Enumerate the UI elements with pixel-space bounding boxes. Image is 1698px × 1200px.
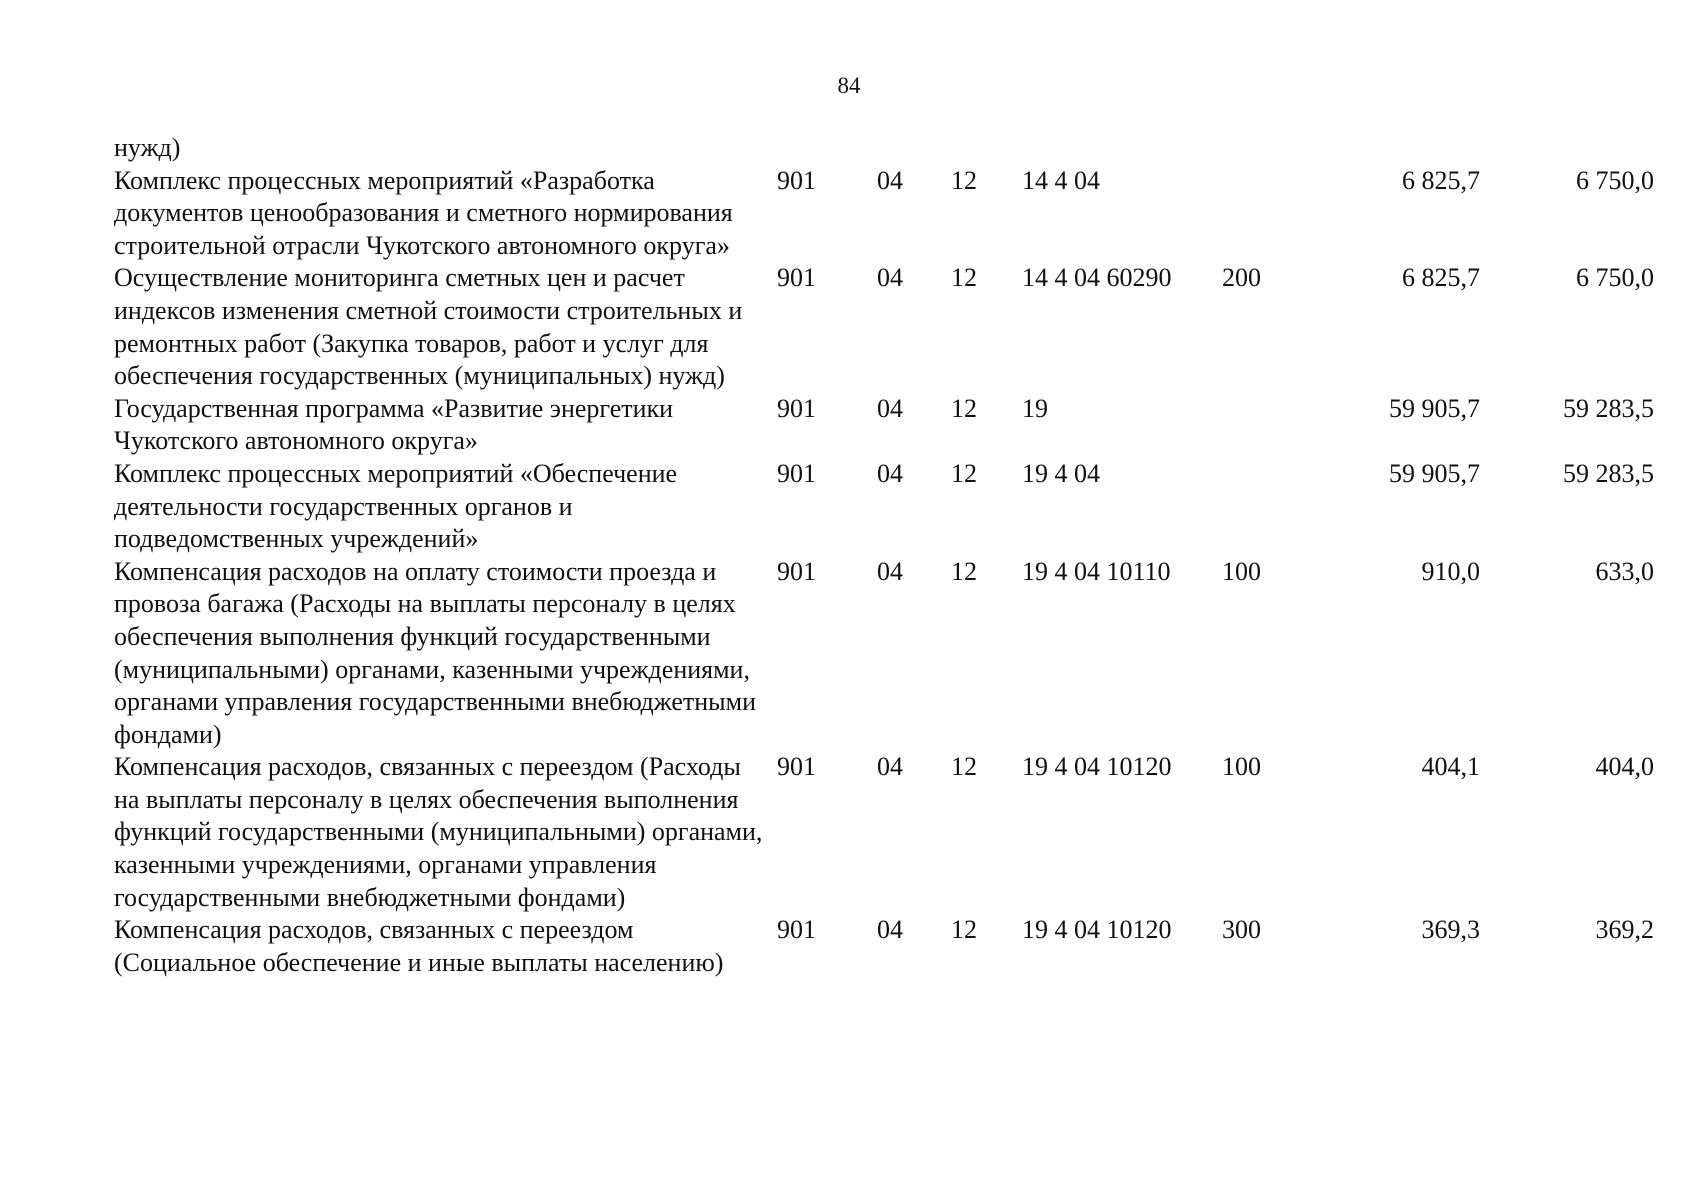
budget-table <box>114 132 1654 979</box>
row-value-1: 369,3 <box>1421 915 1480 945</box>
row-name: Компенсация расходов, связанных с переездом (Расходы на выплаты персоналу в целях обеспечения выполнения функций государственными (муниципальными) органами, казенными учреждениями, органами управления государственными внебюджетными фондами) <box>114 752 763 912</box>
row-section: 04 <box>877 393 903 423</box>
row-value-1: 6 825,7 <box>1402 165 1480 195</box>
row-org-code: 901 <box>777 393 816 423</box>
row-name: Компенсация расходов, связанных с переездом (Социальное обеспечение и иные выплаты населению) <box>114 915 724 977</box>
row-value-2: 6 750,0 <box>1576 165 1654 195</box>
row-subsection: 12 <box>951 165 977 195</box>
row-expense-type: 200 <box>1222 263 1261 293</box>
row-value-2: 369,2 <box>1595 915 1654 945</box>
row-subsection: 12 <box>951 752 977 782</box>
row-org-code: 901 <box>777 752 816 782</box>
row-value-1: 910,0 <box>1421 556 1480 586</box>
row-subsection: 12 <box>951 458 977 488</box>
row-value-2: 6 750,0 <box>1576 263 1654 293</box>
row-value-1: 404,1 <box>1421 752 1480 782</box>
row-name: Комплекс процессных мероприятий «Обеспечение деятельности государственных органов и подведомственных учреждений» <box>114 458 678 554</box>
table-row <box>114 393 1654 458</box>
row-org-code: 901 <box>777 458 816 488</box>
row-target-article: 14 4 04 <box>1022 165 1100 195</box>
row-name: Осуществление мониторинга сметных цен и расчет индексов изменения сметной стоимости строительных и ремонтных работ (Закупка товаров, работ и услуг для обеспечения государственных (муниципальных) нужд) <box>114 263 743 391</box>
row-value-2: 404,0 <box>1595 752 1654 782</box>
row-name: Комплекс процессных мероприятий «Разработка документов ценообразования и сметного нормирования строительной отрасли Чукотского автономного округа» <box>114 165 733 260</box>
table-row <box>114 751 1654 914</box>
row-subsection: 12 <box>951 393 977 423</box>
row-target-article: 19 4 04 <box>1022 458 1100 488</box>
row-section: 04 <box>877 458 903 488</box>
table-row <box>114 458 1654 556</box>
row-value-2: 633,0 <box>1595 556 1654 586</box>
row-target-article: 19 <box>1022 393 1048 423</box>
row-value-1: 6 825,7 <box>1402 263 1480 293</box>
row-section: 04 <box>877 263 903 293</box>
row-org-code: 901 <box>777 556 816 586</box>
table-row <box>114 262 1654 392</box>
row-subsection: 12 <box>951 263 977 293</box>
row-expense-type: 100 <box>1222 752 1261 782</box>
table-row <box>114 132 1654 165</box>
row-target-article: 14 4 04 60290 <box>1022 263 1172 293</box>
row-value-2: 59 283,5 <box>1563 458 1654 488</box>
row-expense-type: 100 <box>1222 556 1261 586</box>
row-expense-type: 300 <box>1222 915 1261 945</box>
page-number: 84 <box>837 73 861 98</box>
row-value-1: 59 905,7 <box>1389 458 1480 488</box>
row-org-code: 901 <box>777 915 816 945</box>
row-name: Компенсация расходов на оплату стоимости проезда и провоза багажа (Расходы на выплаты персоналу в целях обеспечения выполнения функций государственными (муниципальными) органами, казенными учреждениями, органами управления государственными внебюджетными фондами) <box>114 556 757 749</box>
table-row <box>114 556 1654 752</box>
row-value-2: 59 283,5 <box>1563 393 1654 423</box>
table-row <box>114 165 1654 263</box>
row-target-article: 19 4 04 10120 <box>1022 752 1172 782</box>
row-target-article: 19 4 04 10110 <box>1022 556 1171 586</box>
row-section: 04 <box>877 556 903 586</box>
row-org-code: 901 <box>777 165 816 195</box>
row-section: 04 <box>877 752 903 782</box>
row-name: нужд) <box>114 133 181 162</box>
table-row <box>114 914 1654 979</box>
row-section: 04 <box>877 165 903 195</box>
row-subsection: 12 <box>951 556 977 586</box>
row-section: 04 <box>877 915 903 945</box>
row-value-1: 59 905,7 <box>1389 393 1480 423</box>
row-target-article: 19 4 04 10120 <box>1022 915 1172 945</box>
row-subsection: 12 <box>951 915 977 945</box>
row-org-code: 901 <box>777 263 816 293</box>
row-name: Государственная программа «Развитие энергетики Чукотского автономного округа» <box>114 393 674 456</box>
